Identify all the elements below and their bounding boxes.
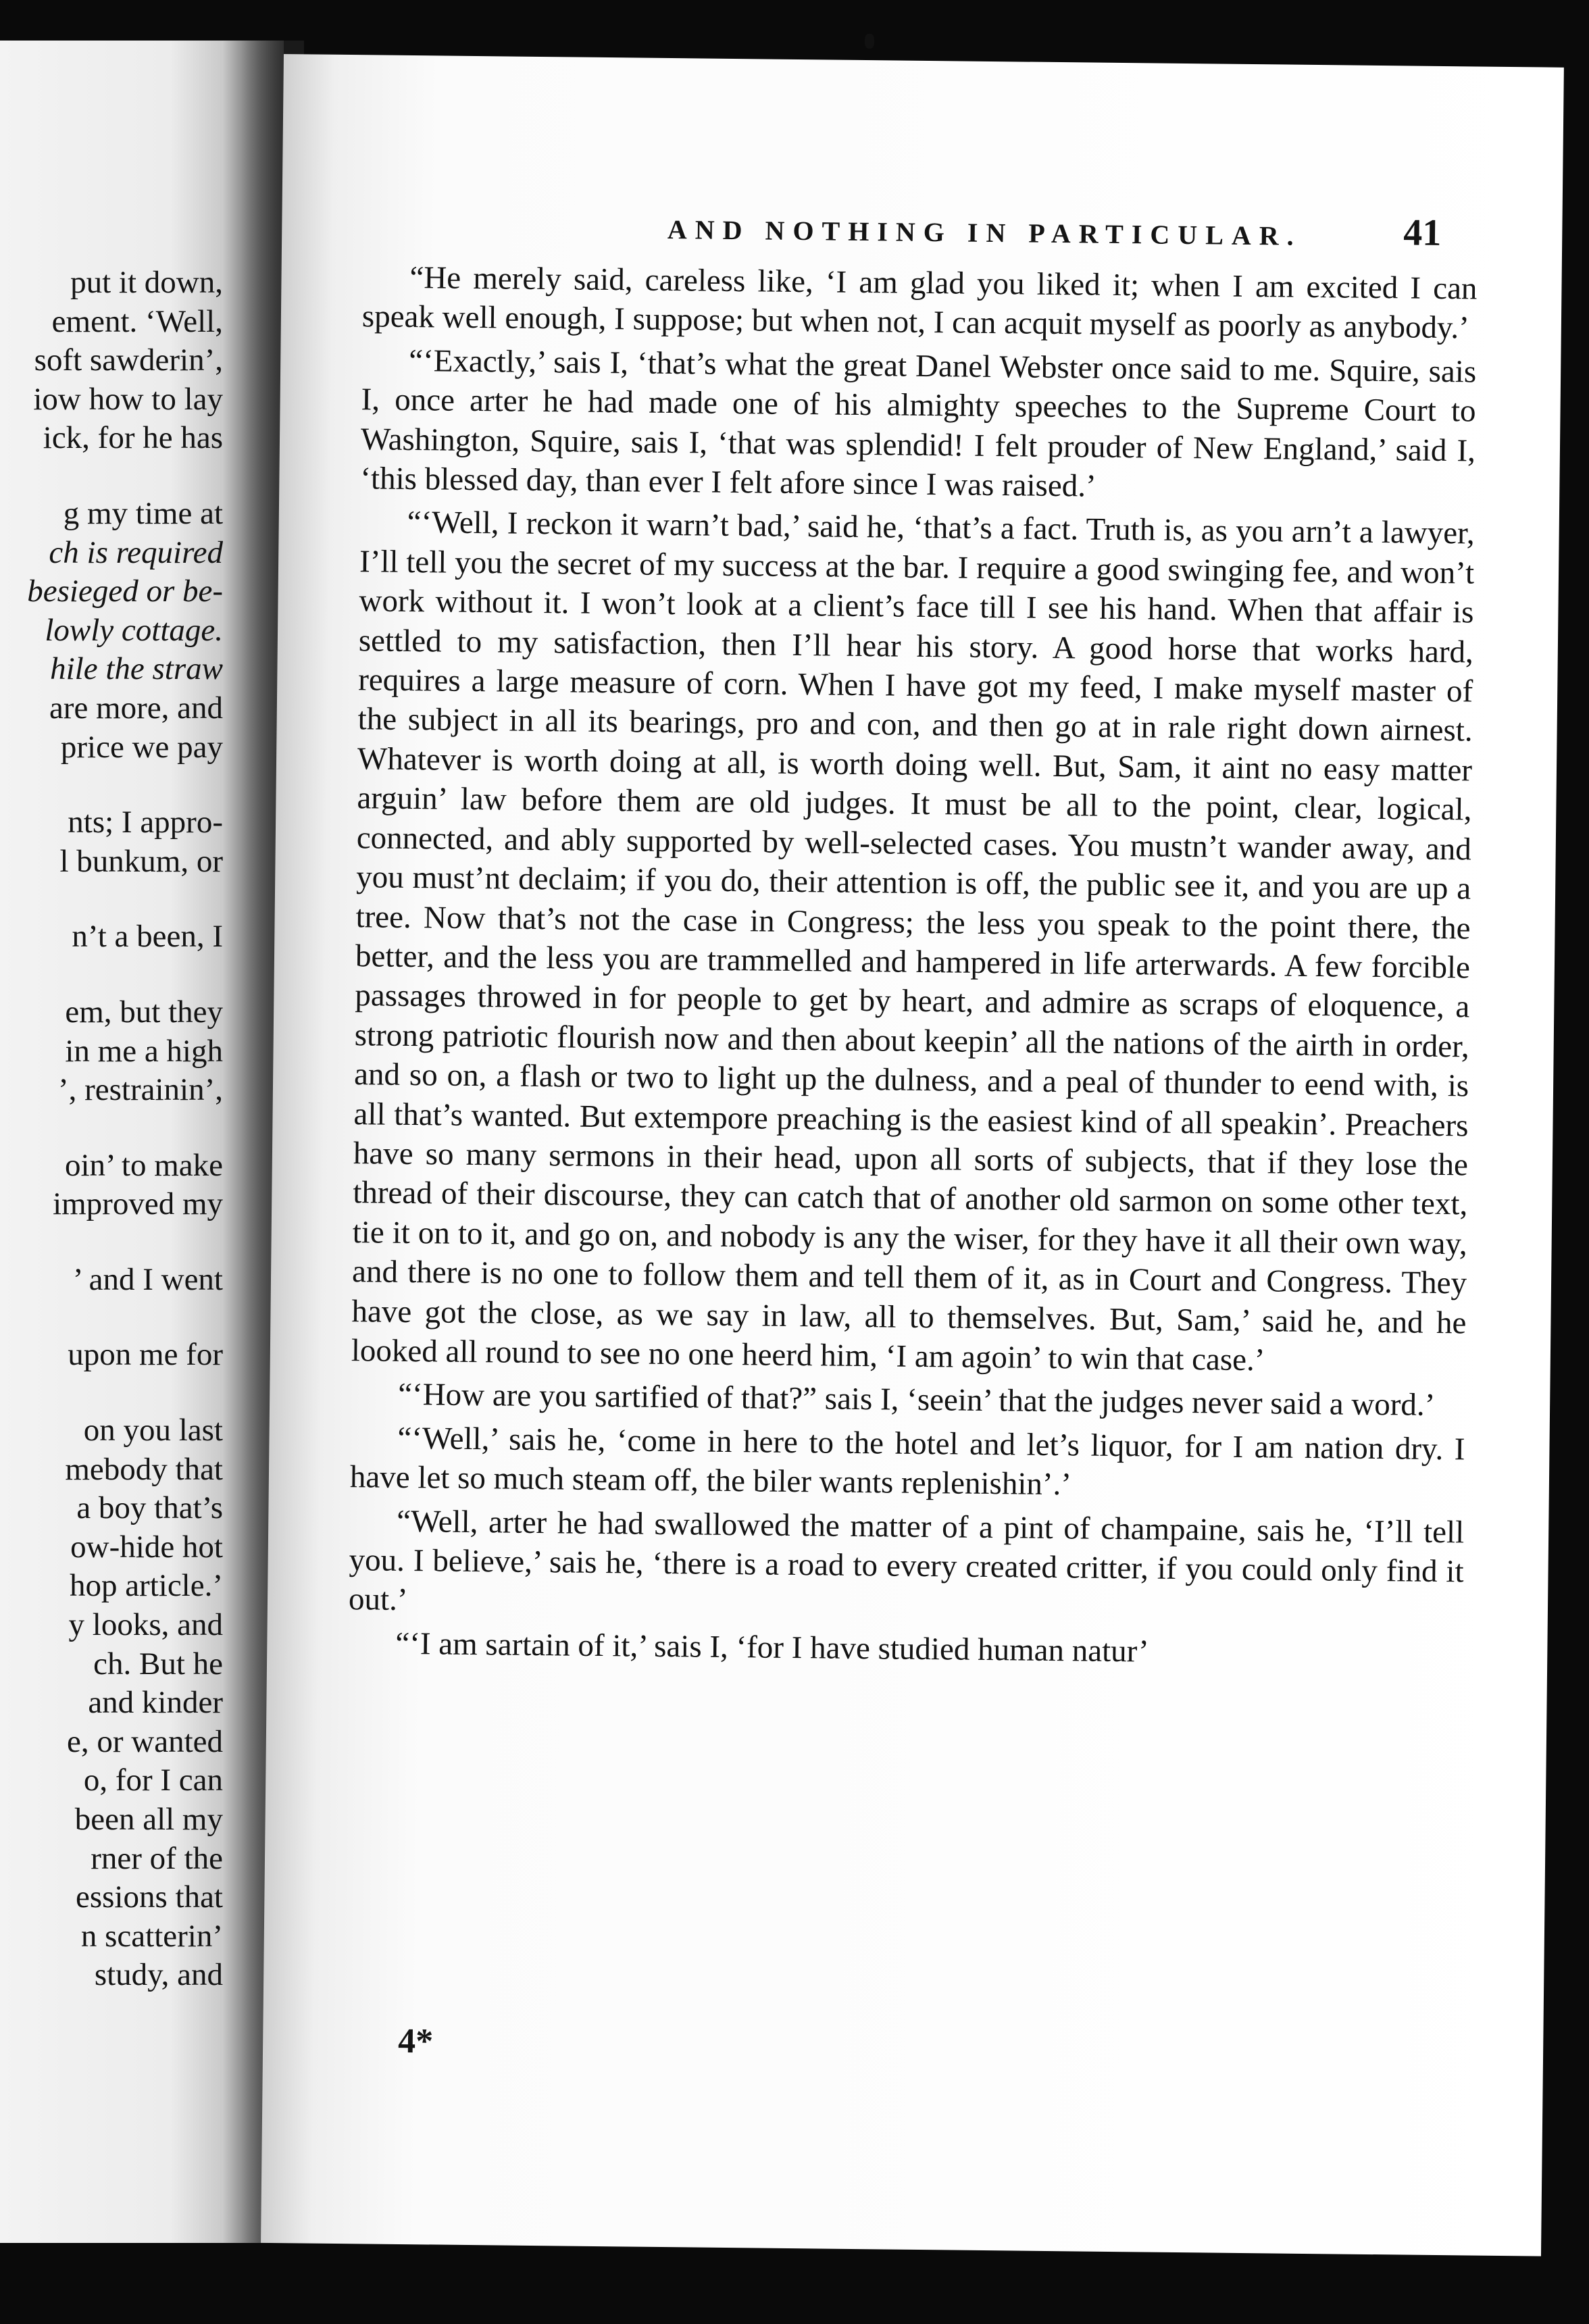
left-line: ow-hide hot xyxy=(70,1529,223,1565)
left-line: and kinder xyxy=(88,1685,223,1721)
left-line: y looks, and xyxy=(68,1607,223,1643)
left-line: nts; I appro- xyxy=(68,805,223,840)
right-page xyxy=(261,54,1564,2256)
left-line: ch. But he xyxy=(93,1646,223,1682)
paragraph: “‘Exactly,’ sais I, ‘that’s what the great Danel Webster once said to me. Squire, sais I, once arter he had made one of his almighty speeches to the Supreme Court to Washington, Squire, sais I, ‘that was splendid! I felt prouder of New England,’ said I, ‘this blessed day, than ever I felt afore since I was raised.’ xyxy=(360,343,1477,504)
left-line: in me a high xyxy=(65,1033,223,1069)
paragraph: “‘How are you sartified of that?” sais I, ‘seein’ that the judges never said a word.’ xyxy=(397,1377,1436,1423)
left-line: a boy that’s xyxy=(76,1490,223,1526)
left-line: improved my xyxy=(53,1186,223,1222)
left-line: soft sawderin’, xyxy=(34,343,223,378)
left-line: upon me for xyxy=(68,1337,223,1373)
left-line: hile the straw xyxy=(50,651,223,687)
left-line: study, and xyxy=(94,1957,223,1993)
scan-artifact-mark xyxy=(865,34,874,49)
left-line: ’, restrainin’, xyxy=(57,1072,223,1108)
left-line: n’t a been, I xyxy=(72,919,223,955)
running-head: AND NOTHING IN PARTICULAR. xyxy=(667,213,1302,251)
left-line: oin’ to make xyxy=(64,1147,223,1183)
signature-mark: 4* xyxy=(397,2021,434,2061)
left-line: price we pay xyxy=(60,729,223,765)
left-line: hop article.’ xyxy=(69,1568,223,1604)
left-line: on you last xyxy=(83,1413,223,1448)
left-line: ch is required xyxy=(49,534,223,570)
left-line: lowly cottage. xyxy=(45,612,223,648)
left-line: been all my xyxy=(74,1802,223,1837)
left-line: l bunkum, or xyxy=(59,843,223,879)
left-line: iow how to lay xyxy=(33,381,223,417)
left-line: besieged or be- xyxy=(27,574,223,609)
page-body xyxy=(348,257,1478,1678)
paragraph: “He merely said, careless like, ‘I am glad you liked it; when I am excited I can speak well enough, I suppose; but when not, I can acquit myself as poorly as anybody.’ xyxy=(361,259,1478,346)
left-line: o, for I can xyxy=(83,1763,223,1798)
left-line: g my time at xyxy=(63,495,223,531)
left-line: n scatterin’ xyxy=(80,1918,223,1954)
left-line: ement. ‘Well, xyxy=(51,303,223,339)
left-line: essions that xyxy=(75,1879,223,1915)
left-page-text xyxy=(0,263,223,1995)
paragraph: “Well, arter he had swallowed the matter of a pint of champaine, sais he, ‘I’ll tell you. I believe,’ sais he, ‘there is a road to every created critter, if you could only find it out.’ xyxy=(348,1503,1465,1618)
left-line: mebody that xyxy=(65,1451,223,1487)
paragraph: “‘Well, I reckon it warn’t bad,’ said he, ‘that’s a fact. Truth is, as you arn’t a lawyer, I’ll tell you the secret of my success at the bar. I require a good swinging fee, and won’t work without it. I won’t look at a client’s face till I see his hand. When that affair is settled to my satisfaction, then I’ll hear his story. A good horse that works hard, requires a large measure of corn. When I have got my feed, I make myself master of the subject in all its bearings, pro and con, and then go at in rale right down airnest. Whatever is worth doing at all, is worth doing well. But, Sam, it aint no easy matter arguin’ law before them are old judges. It must be all to the point, clear, logical, connected, and ably supported by well-selected cases. You mustn’t wander away, and you must’nt declaim; if you do, their attention is off, the public see it, and you are up a tree. Now that’s not the case in Congress; the less you speak to the point there, the better, and the less you are trammelled and hampered in life arterwards. A few forcible passages throwed in for people to get by heart, and admire as scraps of eloquence, a strong patriotic flourish now and then about keepin’ all the nations of the airth in order, and so on, a flash or two to light up the dulness, and a peal of thunder to eend with, is all that’s wanted. But extempore preaching is the easiest kind of all speakin’. Preachers have so many sermons in their head, upon all sorts of subjects, that if they lose the thread of their discourse, they can catch that of another old sarmon on some other text, tie it on to it, and go on, and nobody is any the wiser, for they have it all their own way, and there is no one to follow them and tell them of it, as in Court and Congress. They have got the close, as we say in law, all to themselves. But, Sam,’ said he, and he looked all round to see no one heerd him, ‘I am agoin’ to win that case.’ xyxy=(351,505,1475,1378)
page-number: 41 xyxy=(1403,211,1442,254)
left-line: e, or wanted xyxy=(67,1723,223,1759)
left-line: em, but they xyxy=(65,994,223,1030)
left-line: put it down, xyxy=(70,265,223,300)
left-line: ’ and I went xyxy=(72,1261,223,1297)
left-line: are more, and xyxy=(49,690,223,726)
paragraph: “‘I am sartain of it,’ sais I, ‘for I have studied human natur’ xyxy=(395,1625,1150,1669)
left-line: ick, for he has xyxy=(43,420,223,456)
left-line: rner of the xyxy=(91,1840,223,1876)
paragraph: “‘Well,’ sais he, ‘come in here to the hotel and let’s liquor, for I am nation dry. I have let so much steam off, the biler wants replenishin’.’ xyxy=(349,1420,1465,1502)
